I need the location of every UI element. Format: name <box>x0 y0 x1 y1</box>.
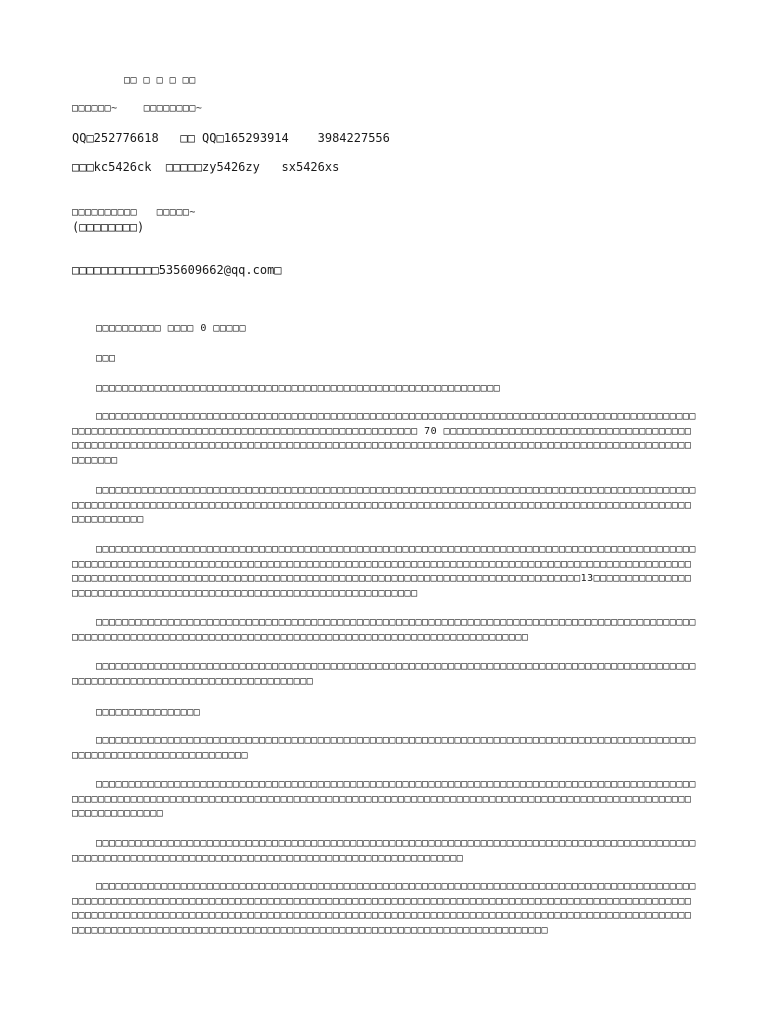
paragraph-5: □□□□□□□□□□□□□□□□□□□□□□□□□□□□□□□□□□□□□□□□□□□□□□□□□□□□□□□□□□□□□□□□□□□□□□□□□□□□□□□□□□□□□□□□□□□□□□□□□□□□□□□□□□□□□□□□□□□□□□□□□□□□□□□□□ <box>72 661 696 687</box>
paragraph-1: □□□□□□□□□□□□□□□□□□□□□□□□□□□□□□□□□□□□□□□□□□□□□□□□□□□□□□□□□□□□□□□□□□□□□□□□□□□□□□□□□□□□□□□□□□□□□□□□□□□□□□□□□□□□□□□□□□□□□□□□□□□□□□□□□□□□□□□□□□□□□□□□□ 70 □□□□□□□□□□□□□□□□□□□□□□□□□□□□□□□□□□□□□□□□□□□□□□□□□□□□□□□□□□□□□□□□□□□□□□□□□□□□□□□□□□□□□□□□□□□□□□□□□□□□□□□□□□□□□□□□□□□□□□□□□□□□□□□□□□□□□□□□□□□□ <box>72 411 696 466</box>
paragraph-8: □□□□□□□□□□□□□□□□□□□□□□□□□□□□□□□□□□□□□□□□□□□□□□□□□□□□□□□□□□□□□□□□□□□□□□□□□□□□□□□□□□□□□□□□□□□□□□□□□□□□□□□□□□□□□□□□□□□□□□□□□□□□□□□□□□□□□□□□□□□□□□□□□□□□□□□□ <box>72 838 696 864</box>
id-contact-line: □□□kc5426ck □□□□□zy5426zy sx5426xs <box>72 160 340 174</box>
document-title: □□ □ □ □ □□ <box>124 75 196 86</box>
qq-contact-line: QQ□252776618 □□ QQ□165293914 3984227556 <box>72 131 390 145</box>
contact-line-1: □□□□□□~ □□□□□□□□~ <box>72 103 203 114</box>
paragraph-7: □□□□□□□□□□□□□□□□□□□□□□□□□□□□□□□□□□□□□□□□□□□□□□□□□□□□□□□□□□□□□□□□□□□□□□□□□□□□□□□□□□□□□□□□□□□□□□□□□□□□□□□□□□□□□□□□□□□□□□□□□□□□□□□□□□□□□□□□□□□□□□□□□□□□□□□□□□□□□□□□□□□□□□□□□□□□□□□□□□□□□□□□□□□□□□□□□□□□□□□□□ <box>72 779 696 819</box>
paragraph-4: □□□□□□□□□□□□□□□□□□□□□□□□□□□□□□□□□□□□□□□□□□□□□□□□□□□□□□□□□□□□□□□□□□□□□□□□□□□□□□□□□□□□□□□□□□□□□□□□□□□□□□□□□□□□□□□□□□□□□□□□□□□□□□□□□□□□□□□□□□□□□□□□□□□□□□□□□□□□□□□□□□ <box>72 617 696 643</box>
section-heading: □□□ <box>96 353 116 364</box>
section-subtitle: □□□□□□□□□□ □□□□ 0 □□□□□ <box>96 323 246 334</box>
paragraph-2: □□□□□□□□□□□□□□□□□□□□□□□□□□□□□□□□□□□□□□□□□□□□□□□□□□□□□□□□□□□□□□□□□□□□□□□□□□□□□□□□□□□□□□□□□□□□□□□□□□□□□□□□□□□□□□□□□□□□□□□□□□□□□□□□□□□□□□□□□□□□□□□□□□□□□□□□□□□□□□□□□□□□□□□□□□□□□□□□□□□□□□□□□□□□□□□□□□□□□□ <box>72 485 696 525</box>
paragraph-3: □□□□□□□□□□□□□□□□□□□□□□□□□□□□□□□□□□□□□□□□□□□□□□□□□□□□□□□□□□□□□□□□□□□□□□□□□□□□□□□□□□□□□□□□□□□□□□□□□□□□□□□□□□□□□□□□□□□□□□□□□□□□□□□□□□□□□□□□□□□□□□□□□□□□□□□□□□□□□□□□□□□□□□□□□□□□□□□□□□□□□□□□□□□□□□□□□□□□□□□□□□□□□□□□□□□□□□□□□□□□□□□□□□□□□□□□□□□□□□□□□□□□□□□□□□□□□□□□□□□□□□□□□13□□□□□□□□□□□□□□□□□□□□□□□□□□□□□□□□□□□□□□□□□□□□□□□□□□□□□□□□□□□□□□□□□□□□ <box>72 544 696 599</box>
paragraph-9: □□□□□□□□□□□□□□□□□□□□□□□□□□□□□□□□□□□□□□□□□□□□□□□□□□□□□□□□□□□□□□□□□□□□□□□□□□□□□□□□□□□□□□□□□□□□□□□□□□□□□□□□□□□□□□□□□□□□□□□□□□□□□□□□□□□□□□□□□□□□□□□□□□□□□□□□□□□□□□□□□□□□□□□□□□□□□□□□□□□□□□□□□□□□□□□□□□□□□□□□□□□□□□□□□□□□□□□□□□□□□□□□□□□□□□□□□□□□□□□□□□□□□□□□□□□□□□□□□□□□□□□□□□□□□□□□□□□□□□□□□□□□□□□□□□□□□□□□□□□□□□□□□□□□□□□□□□□□□□□□□□□□□□□□□□□□□□□□□□□□□□□□□□□□□□□□□□□ <box>72 881 696 936</box>
note-line-1: □□□□□□□□□□ □□□□□~ <box>72 207 196 218</box>
note-line-2: (□□□□□□□□) <box>72 220 145 234</box>
paragraph-6: □□□□□□□□□□□□□□□□□□□□□□□□□□□□□□□□□□□□□□□□□□□□□□□□□□□□□□□□□□□□□□□□□□□□□□□□□□□□□□□□□□□□□□□□□□□□□□□□□□□□□□□□□□□□□□□□□□□□□□□ <box>72 735 696 761</box>
intro-line: □□□□□□□□□□□□□□□□□□□□□□□□□□□□□□□□□□□□□□□□□□□□□□□□□□□□□□□□□□□□□□ <box>96 383 501 394</box>
email-line: □□□□□□□□□□□□535609662@qq.com□ <box>72 263 282 277</box>
paragraph-heading: □□□□□□□□□□□□□□□□ <box>96 707 201 718</box>
